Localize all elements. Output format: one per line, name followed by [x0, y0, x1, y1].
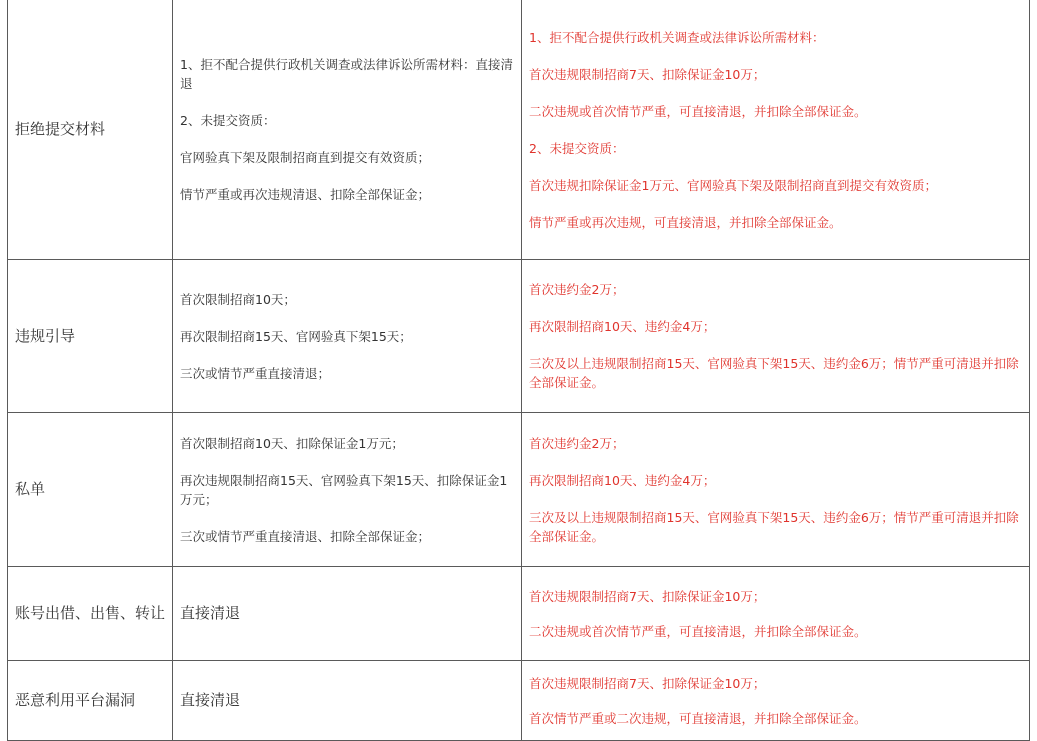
- category-label: 账号出借、出售、转让: [15, 604, 166, 622]
- new-rule-text: 2、未提交资质：: [529, 140, 625, 156]
- old-rules-cell: [173, 260, 522, 413]
- new-rule-text: 二次违规或首次情节严重，可直接清退，并扣除全部保证金。: [529, 103, 867, 119]
- old-rule-text: 2、未提交资质：: [180, 113, 276, 128]
- category-cell: [8, 661, 173, 741]
- new-rules-cell: [522, 661, 1030, 741]
- new-rule-text: 首次违约金2万；: [529, 435, 625, 451]
- table-row: [8, 567, 1030, 661]
- category-label: 私单: [15, 480, 46, 498]
- new-rule-text: 首次违约金2万；: [529, 282, 625, 297]
- new-rule-text: 三次及以上违规限制招商15天、官网验真下架15天、违约金6万；情节严重可清退并扣除全部保证金。: [529, 509, 1019, 544]
- new-rule-text: 首次违规限制招商7天、扣除保证金10万；: [529, 66, 766, 82]
- old-rule-text: 首次限制招商10天、扣除保证金1万元；: [180, 435, 404, 451]
- old-rules-cell: [173, 0, 522, 260]
- new-rule-text: 情节严重或再次违规，可直接清退，并扣除全部保证金。: [529, 214, 842, 230]
- old-rule-text: 1、拒不配合提供行政机关调查或法律诉讼所需材料：直接清退: [180, 57, 513, 91]
- new-rule-text: 首次情节严重或二次违规，可直接清退，并扣除全部保证金。: [529, 710, 867, 726]
- new-rules-cell: [522, 413, 1030, 567]
- new-rule-text: 三次及以上违规限制招商15天、官网验真下架15天、违约金6万；情节严重可清退并扣除全部保证金。: [529, 356, 1019, 390]
- new-rules-cell: [522, 0, 1030, 260]
- new-rule-text: 1、拒不配合提供行政机关调查或法律诉讼所需材料：: [529, 29, 825, 45]
- category-label: 拒绝提交材料: [15, 120, 106, 138]
- old-rule-text: 情节严重或再次违规清退、扣除全部保证金；: [180, 187, 431, 202]
- old-rule-text: 官网验真下架及限制招商直到提交有效资质；: [180, 150, 431, 165]
- category-label: 恶意利用平台漏洞: [15, 691, 136, 709]
- new-rule-text: 首次违规限制招商7天、扣除保证金10万；: [529, 588, 766, 604]
- old-rule-text: 首次限制招商10天；: [180, 291, 296, 307]
- table-row: [8, 661, 1030, 741]
- new-rules-cell: [522, 567, 1030, 661]
- penalty-rules-table: [7, 0, 1030, 741]
- old-rules-cell: [173, 567, 522, 661]
- new-rule-text: 再次限制招商10天、违约金4万；: [529, 472, 716, 488]
- old-rule-text: 三次或情节严重直接清退、扣除全部保证金；: [180, 528, 431, 544]
- category-cell: [8, 260, 173, 413]
- old-rules-cell: [173, 413, 522, 567]
- table-row: [8, 260, 1030, 413]
- category-cell: [8, 413, 173, 567]
- old-rule-text: 再次限制招商15天、官网验真下架15天；: [180, 328, 412, 344]
- new-rule-text: 首次违规限制招商7天、扣除保证金10万；: [529, 675, 766, 691]
- new-rule-text: 二次违规或首次情节严重，可直接清退，并扣除全部保证金。: [529, 623, 867, 639]
- table-row: [8, 0, 1030, 260]
- category-cell: [8, 0, 173, 260]
- new-rule-text: 首次违规扣除保证金1万元、官网验真下架及限制招商直到提交有效资质；: [529, 177, 937, 193]
- old-rule-text: 再次违规限制招商15天、官网验真下架15天、扣除保证金1万元；: [180, 472, 508, 507]
- old-rule-text: 直接清退: [180, 691, 241, 709]
- table-row: [8, 413, 1030, 567]
- old-rules-cell: [173, 661, 522, 741]
- category-label: 违规引导: [15, 326, 76, 345]
- category-cell: [8, 567, 173, 661]
- old-rule-text: 三次或情节严重直接清退；: [180, 365, 331, 381]
- old-rule-text: 直接清退: [180, 604, 241, 622]
- new-rules-cell: [522, 260, 1030, 413]
- new-rule-text: 再次限制招商10天、违约金4万；: [529, 319, 716, 334]
